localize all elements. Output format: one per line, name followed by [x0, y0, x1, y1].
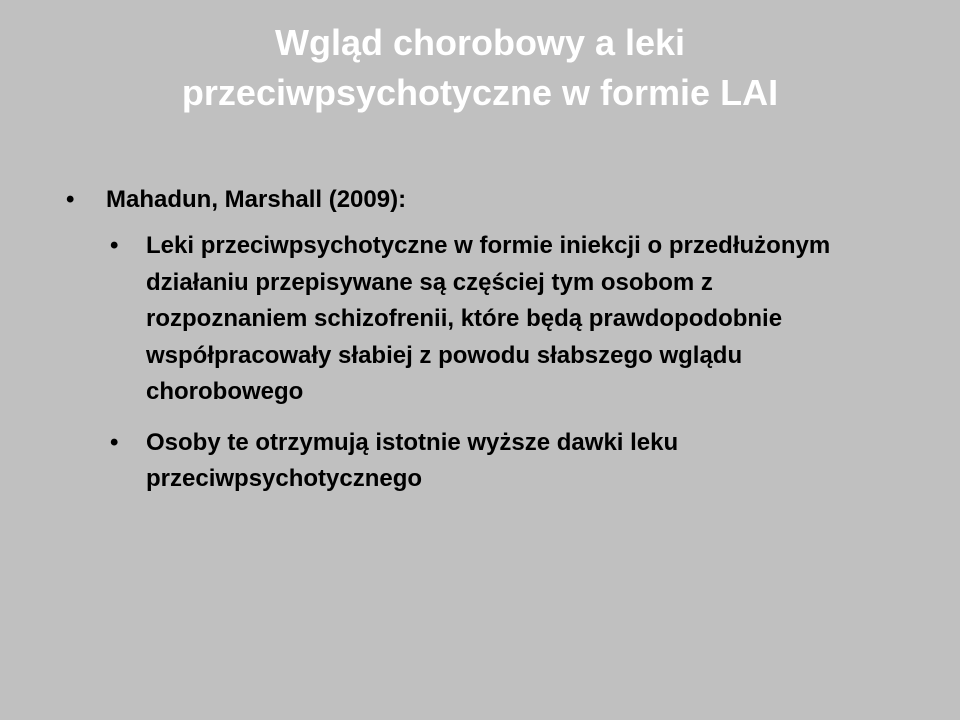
sub-bullet-text: Osoby te otrzymują istotnie wyższe dawki leku przeciwpsychotycznego: [146, 428, 679, 492]
slide-title: [80, 18, 880, 118]
sub-bullet-marker: •: [110, 428, 119, 456]
sub-bullet-item: [60, 425, 880, 498]
slide-title-line-1: Wgląd chorobowy a leki: [274, 22, 686, 63]
slide-title-line-2: przeciwpsychotyczne w formie LAI: [181, 72, 779, 113]
bullet-item: [60, 180, 880, 220]
sub-bullet-list: [60, 228, 880, 498]
sub-bullet-marker: •: [110, 232, 119, 259]
sub-bullet-text: Leki przeciwpsychotyczne w formie iniekcji o przedłużonym działaniu przepisywane są częściej tym osobom z rozpoznaniem schizofrenii, które będą prawdopodobnie współpracowały słabiej z powodu słabszego wglądu chorobowego: [146, 232, 831, 405]
bullet-text: Mahadun, Marshall (2009):: [106, 186, 407, 213]
sub-bullet-item: [60, 228, 880, 411]
slide-body: [60, 180, 880, 512]
bullet-marker: •: [66, 186, 75, 213]
